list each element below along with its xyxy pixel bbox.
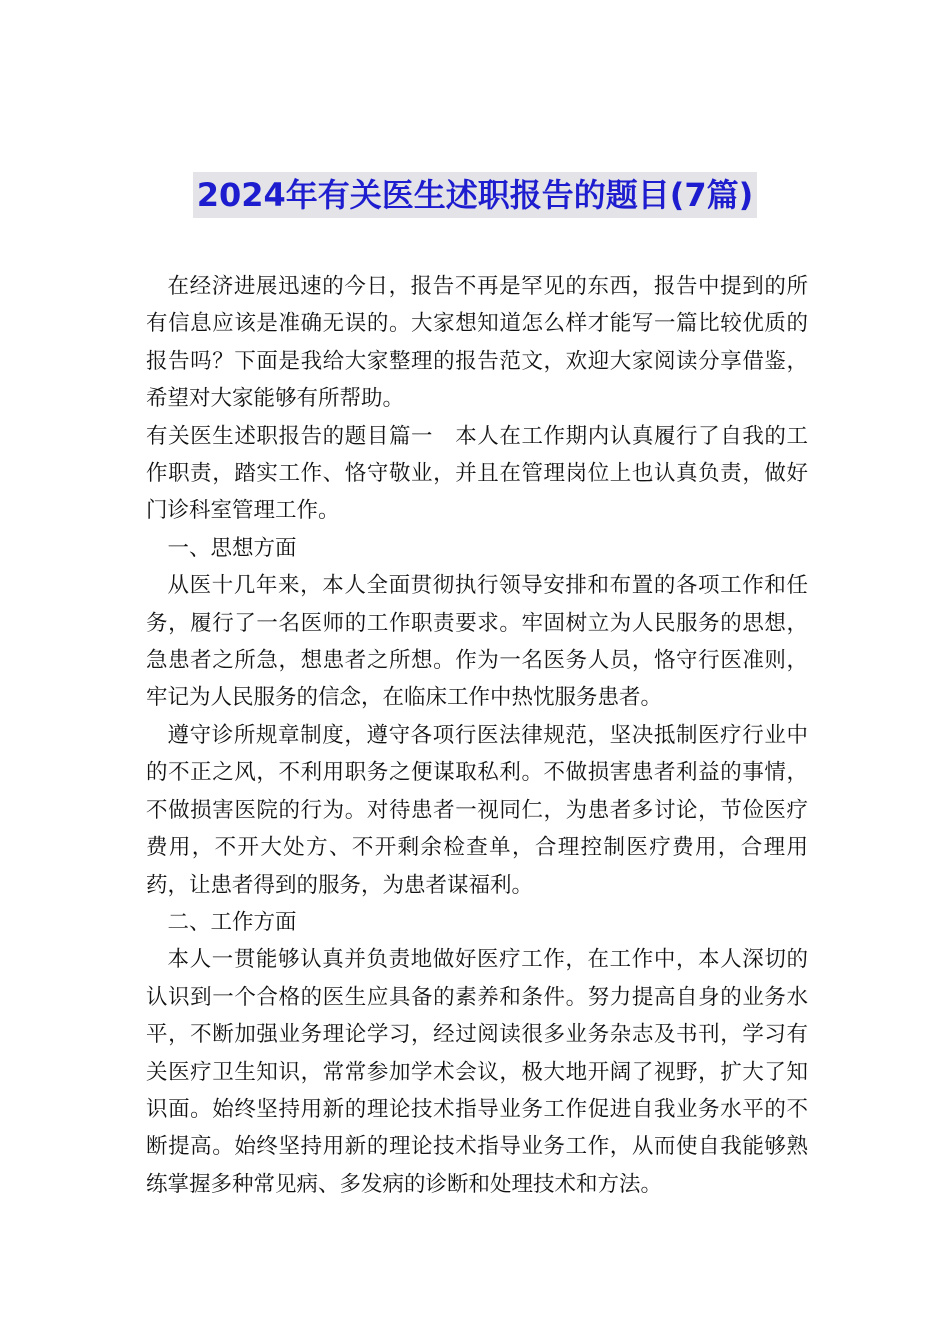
document-body xyxy=(146,268,808,1203)
document-title: 2024年有关医生述职报告的题目(7篇) xyxy=(193,172,758,218)
work-paragraph-1: 本人一贯能够认真并负责地做好医疗工作，在工作中，本人深切的认识到一个合格的医生应具备的素养和条件。努力提高自身的业务水平，不断加强业务理论学习，经过阅读很多业务杂志及书刊，学习有关医疗卫生知识，常常参加学术会议，极大地开阔了视野，扩大了知识面。始终坚持用新的理论技术指导业务工作促进自我业务水平的不断提高。始终坚持用新的理论技术指导业务工作，从而使自我能够熟练掌握多种常见病、多发病的诊断和处理技术和方法。 xyxy=(146,947,808,1197)
section-one-paragraph: 有关医生述职报告的题目篇一 本人在工作期内认真履行了自我的工作职责，踏实工作、恪守敬业，并且在管理岗位上也认真负责，做好门诊科室管理工作。 xyxy=(146,423,808,524)
thought-paragraph-1: 从医十几年来，本人全面贯彻执行领导安排和布置的各项工作和任务，履行了一名医师的工作职责要求。牢固树立为人民服务的思想，急患者之所急，想患者之所想。作为一名医务人员，恪守行医准则，牢记为人民服务的信念，在临床工作中热忱服务患者。 xyxy=(146,573,808,711)
thought-paragraph-2: 遵守诊所规章制度，遵守各项行医法律规范，坚决抵制医疗行业中的不正之风，不利用职务之便谋取私利。不做损害患者利益的事情，不做损害医院的行为。对待患者一视同仁，为患者多讨论，节俭医疗费用，不开大处方、不开剩余检查单，合理控制医疗费用，合理用药，让患者得到的服务，为患者谋福利。 xyxy=(146,722,808,898)
title-container xyxy=(0,172,950,218)
heading-thought: 一、思想方面 xyxy=(167,535,297,561)
heading-work: 二、工作方面 xyxy=(167,909,297,935)
intro-paragraph: 在经济进展迅速的今日，报告不再是罕见的东西，报告中提到的所有信息应该是准确无误的。大家想知道怎么样才能写一篇比较优质的报告吗？下面是我给大家整理的报告范文，欢迎大家阅读分享借鉴，希望对大家能够有所帮助。 xyxy=(146,274,808,412)
